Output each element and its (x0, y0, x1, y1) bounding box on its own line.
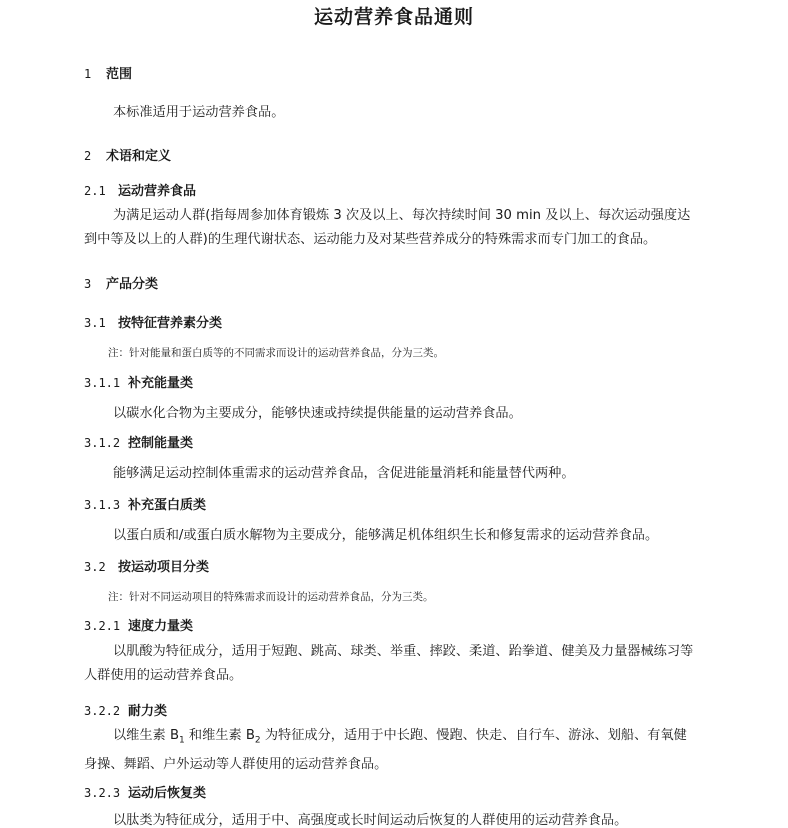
section-3-2-note: 注：针对不同运动项目的特殊需求而设计的运动营养食品，分为三类。 (108, 591, 434, 603)
section-3-1-1-heading (84, 372, 193, 391)
section-title: 范围 (106, 67, 133, 82)
section-3-1-1-text: 以碳水化合物为主要成分，能够快速或持续提供能量的运动营养食品。 (113, 406, 522, 421)
section-title: 产品分类 (106, 277, 159, 292)
section-number: 3.2.2 (84, 704, 121, 718)
section-3-2-3-heading (84, 782, 206, 801)
page-title: 运动营养食品通则 (313, 6, 474, 28)
section-number: 1 (84, 67, 92, 81)
section-number: 3.2.1 (84, 619, 121, 633)
section-title: 按特征营养素分类 (118, 316, 223, 331)
section-number: 2 (84, 149, 92, 163)
section-3-1-2-text: 能够满足运动控制体重需求的运动营养食品，含促进能量消耗和能量替代两种。 (113, 466, 575, 481)
section-title: 运动营养食品 (118, 184, 197, 199)
section-title: 按运动项目分类 (118, 560, 210, 575)
section-title: 术语和定义 (106, 149, 172, 164)
section-3-1-3-text: 以蛋白质和/或蛋白质水解物为主要成分，能够满足机体组织生长和修复需求的运动营养食品。 (113, 528, 659, 543)
section-number: 3.1 (84, 316, 106, 330)
section-3-2-2-heading (84, 700, 167, 719)
section-title: 耐力类 (128, 704, 168, 719)
section-3-1-note: 注：针对能量和蛋白质等的不同需求而设计的运动营养食品，分为三类。 (108, 347, 444, 359)
section-3-2-2-text: 以维生素 $B_1$ 和维生素 $B_2$ 为特征成分，适用于中长跑、慢跑、快走、自行车、游泳、划船、有氧健身操、舞蹈、户外运动等人群使用的运动营养食品。 (84, 728, 687, 772)
section-2-1-heading (84, 180, 196, 199)
section-3-2-3-text: 以肽类为特征成分，适用于中、高强度或长时间运动后恢复的人群使用的运动营养食品。 (113, 813, 628, 828)
section-3-1-heading (84, 312, 222, 331)
section-number: 2.1 (84, 184, 106, 198)
section-1-heading (84, 63, 132, 82)
section-3-2-1-heading (84, 615, 193, 634)
section-3-2-1-text: 以肌酸为特征成分，适用于短跑、跳高、球类、举重、摔跤、柔道、跆拳道、健美及力量器械练习等人群使用的运动营养食品。 (84, 644, 694, 683)
section-title: 控制能量类 (128, 436, 194, 451)
section-title: 速度力量类 (128, 619, 194, 634)
section-2-1-text: 为满足运动人群(指每周参加体育锻炼 3 次及以上、每次持续时间 30 min 及以上、每次运动强度达到中等及以上的人群)的生理代谢状态、运动能力及对某些营养成分的特殊需求而专门加工的食品。 (84, 208, 691, 247)
section-number: 3.1.2 (84, 436, 121, 450)
section-number: 3.1.3 (84, 498, 121, 512)
section-number: 3.2.3 (84, 786, 121, 800)
section-title: 补充蛋白质类 (128, 498, 207, 513)
section-2-heading (84, 145, 171, 164)
section-title: 补充能量类 (128, 376, 194, 391)
section-number: 3.2 (84, 560, 106, 574)
section-3-2-heading (84, 556, 209, 575)
section-1-text: 本标准适用于运动营养食品。 (113, 105, 285, 120)
section-number: 3.1.1 (84, 376, 121, 390)
section-3-1-2-heading (84, 432, 193, 451)
section-3-1-3-heading (84, 494, 206, 513)
section-title: 运动后恢复类 (128, 786, 207, 801)
section-3-heading (84, 273, 158, 292)
section-number: 3 (84, 277, 92, 291)
